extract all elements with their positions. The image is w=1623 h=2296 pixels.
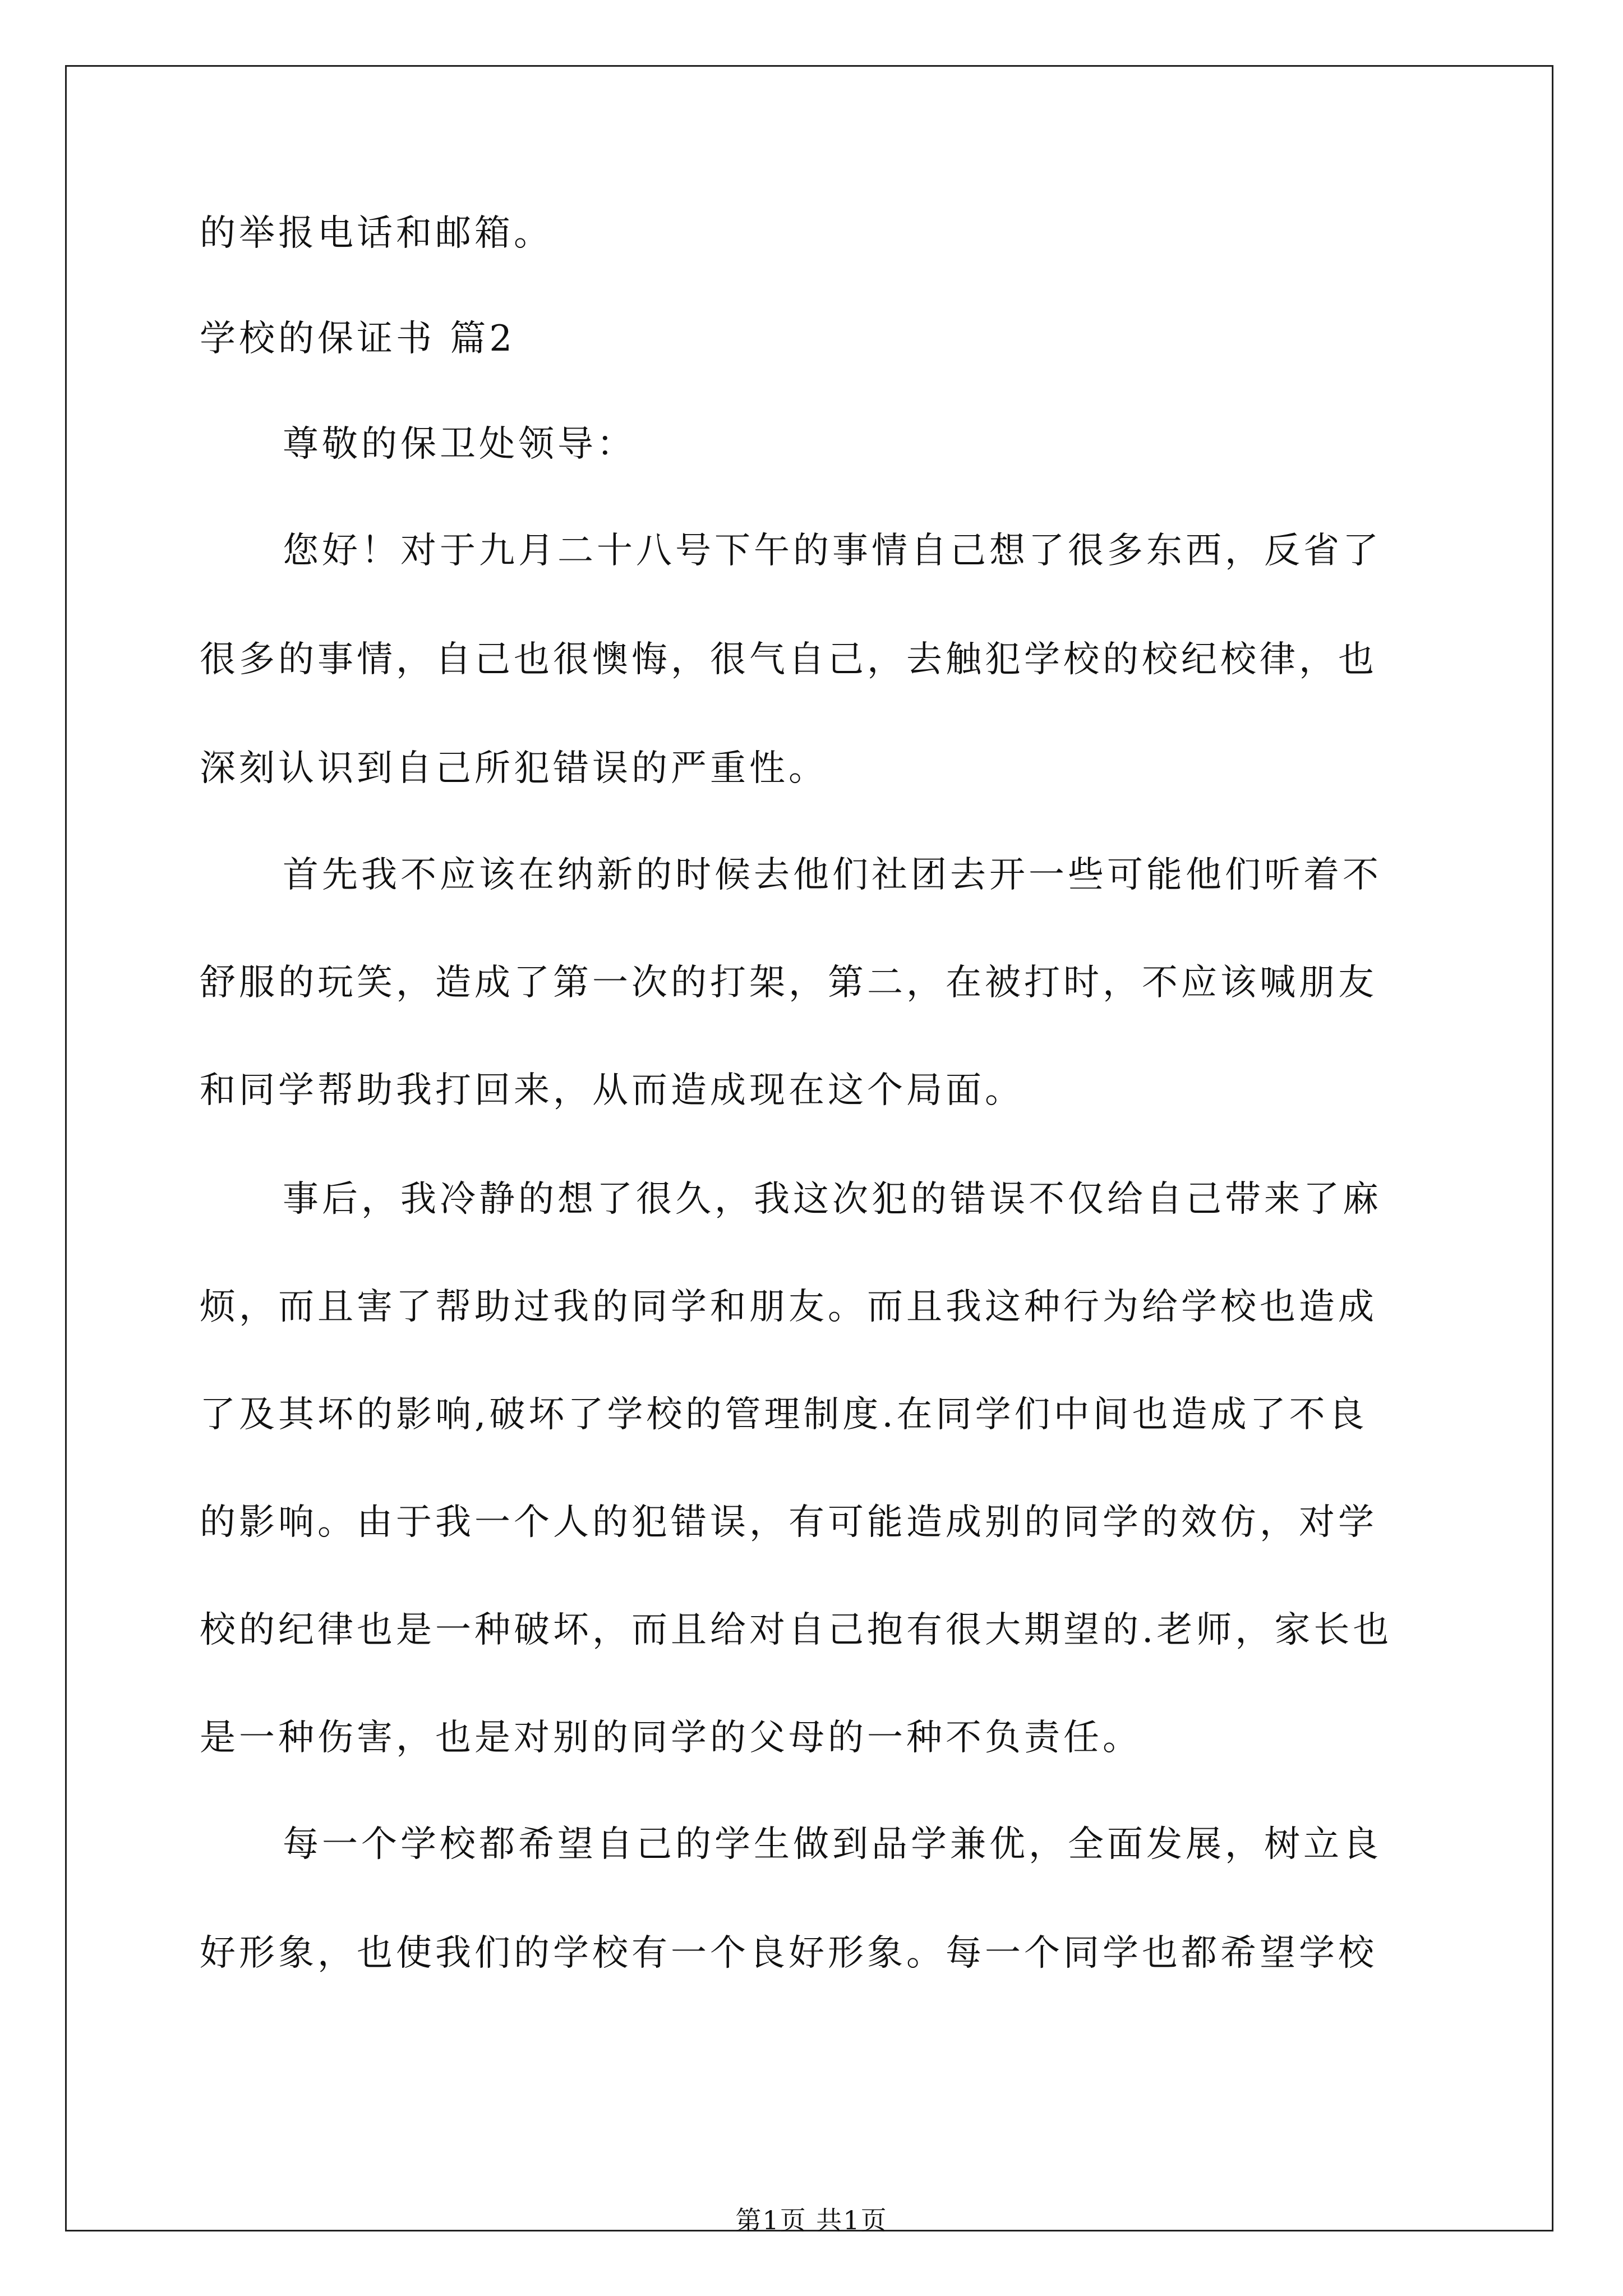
- text-line-7: 首先我不应该在纳新的时候去他们社团去开一些可能他们听着不: [283, 854, 1382, 896]
- text-line-15: 是一种伤害，也是对别的同学的父母的一种不负责任。: [200, 1717, 1142, 1759]
- text-line-1: 的举报电话和邮箱。: [200, 213, 553, 254]
- text-line-10: 事后，我冷静的想了很久，我这次犯的错误不仅给自己带来了麻: [283, 1179, 1382, 1220]
- page-number-footer: 第1页 共1页: [735, 2205, 888, 2235]
- text-line-9: 和同学帮助我打回来，从而造成现在这个局面。: [200, 1070, 1024, 1111]
- page-border: [65, 65, 1553, 2231]
- text-line-5: 很多的事情，自己也很懊悔，很气自己，去触犯学校的校纪校律，也: [200, 639, 1377, 680]
- text-line-16: 每一个学校都希望自己的学生做到品学兼优，全面发展，树立良: [283, 1824, 1382, 1865]
- text-line-8: 舒服的玩笑，造成了第一次的打架，第二，在被打时，不应该喊朋友: [200, 962, 1377, 1004]
- section-heading: 学校的保证书 篇2: [200, 318, 516, 360]
- text-line-11: 烦，而且害了帮助过我的同学和朋友。而且我这种行为给学校也造成: [200, 1286, 1377, 1328]
- text-line-4: 您好！对于九月二十八号下午的事情自己想了很多东西，反省了: [283, 530, 1382, 572]
- text-line-12: 了及其坏的影响,破坏了学校的管理制度.在同学们中间也造成了不良: [200, 1394, 1368, 1435]
- text-line-6: 深刻认识到自己所犯错误的严重性。: [200, 748, 828, 789]
- text-line-14: 校的纪律也是一种破坏，而且给对自己抱有很大期望的.老师，家长也: [200, 1609, 1393, 1651]
- salutation: 尊敬的保卫处领导：: [283, 424, 636, 465]
- text-line-17: 好形象，也使我们的学校有一个良好形象。每一个同学也都希望学校: [200, 1932, 1377, 1974]
- text-line-13: 的影响。由于我一个人的犯错误，有可能造成别的同学的效仿，对学: [200, 1502, 1377, 1543]
